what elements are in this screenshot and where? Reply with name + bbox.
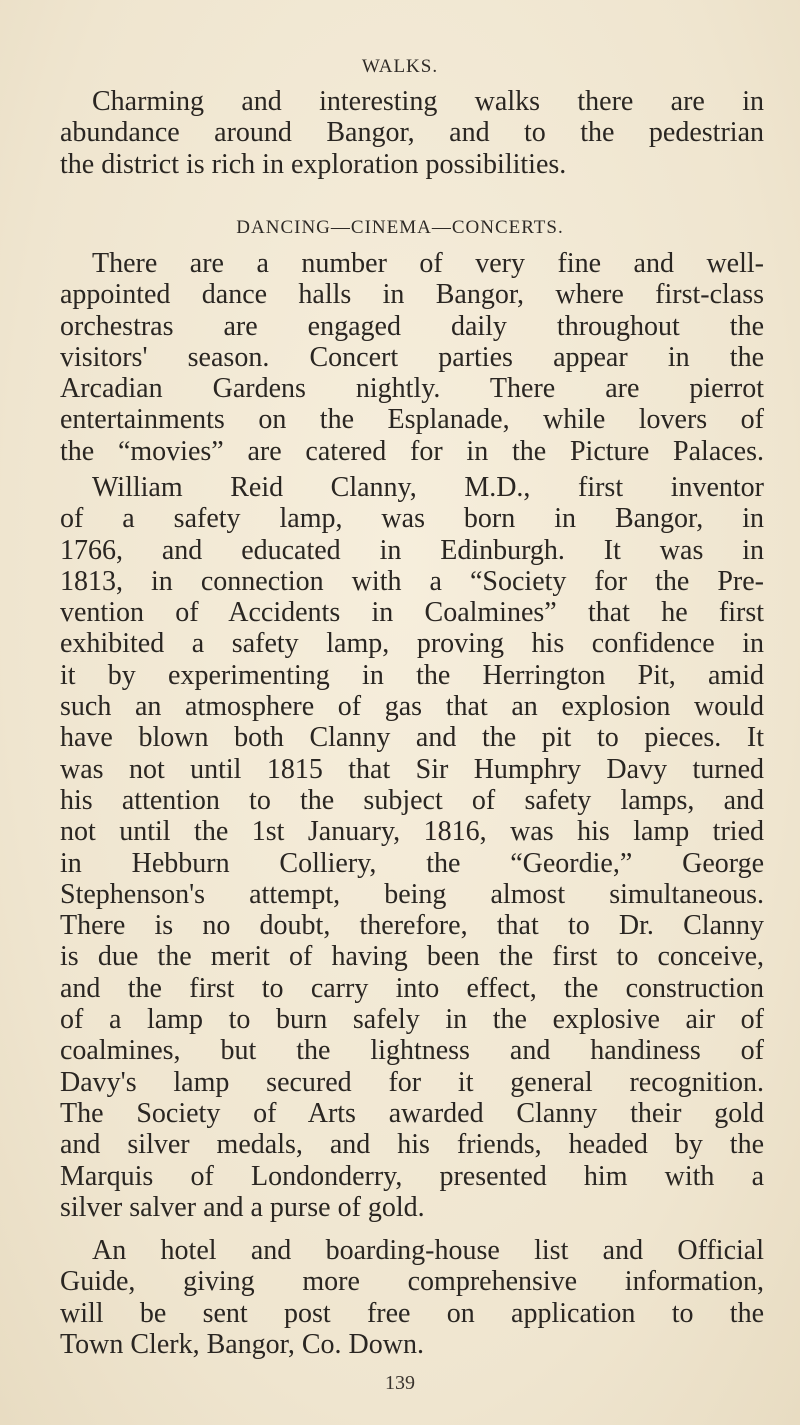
walks-heading: WALKS.: [361, 56, 439, 77]
dancing-heading: DANCING—CINEMA—CONCERTS.: [236, 217, 564, 238]
clanny-line: The Society of Arts awarded Clanny their gold: [60, 1097, 764, 1129]
clanny-line: coalmines, but the lightness and handiness of: [60, 1035, 764, 1067]
clanny-line: and silver medals, and his friends, headed by the: [60, 1129, 764, 1161]
clanny-line: of a lamp to burn safely in the explosive air of: [60, 1004, 764, 1036]
walks-line: Charming and interesting walks there are in: [92, 86, 764, 117]
walks-paragraph: [60, 86, 764, 180]
dancing-line: There are a number of very fine and well-: [92, 248, 764, 279]
clanny-line: is due the merit of having been the first to conceive,: [60, 941, 764, 973]
dancing-line: Arcadian Gardens nightly. There are pierrot: [60, 373, 764, 405]
clanny-line: not until the 1st January, 1816, was his lamp tried: [60, 816, 764, 848]
clanny-line: Marquis of Londonderry, presented him with a: [60, 1160, 764, 1192]
guide-line: Town Clerk, Bangor, Co. Down.: [60, 1328, 424, 1360]
clanny-line: 1766, and educated in Edinburgh. It was in: [60, 534, 764, 566]
clanny-line: exhibited a safety lamp, proving his confidence in: [60, 628, 764, 660]
clanny-line: Stephenson's attempt, being almost simultaneous.: [60, 878, 764, 910]
clanny-line: William Reid Clanny, M.D., first inventor: [92, 472, 764, 503]
dancing-line: orchestras are engaged daily throughout the: [60, 310, 764, 342]
dancing-line: entertainments on the Esplanade, while lovers of: [60, 404, 764, 436]
clanny-line: of a safety lamp, was born in Bangor, in: [60, 503, 764, 535]
clanny-line: in Hebburn Colliery, the “Geordie,” George: [60, 847, 764, 879]
clanny-line: and the first to carry into effect, the construction: [60, 972, 764, 1004]
guide-line: An hotel and boarding-house list and Official: [92, 1235, 764, 1266]
dancing-line: appointed dance halls in Bangor, where first-class: [60, 279, 764, 311]
clanny-line: There is no doubt, therefore, that to Dr. Clanny: [60, 910, 764, 942]
guide-line: will be sent post free on application to the: [60, 1297, 764, 1329]
dancing-paragraph: [60, 248, 764, 467]
page-number: 139: [385, 1372, 415, 1394]
clanny-line: silver salver and a purse of gold.: [60, 1191, 425, 1223]
clanny-line: such an atmosphere of gas that an explosion would: [60, 691, 764, 723]
clanny-line: vention of Accidents in Coalmines” that he first: [60, 597, 764, 629]
dancing-line: the “movies” are catered for in the Picture Palaces.: [60, 435, 764, 467]
dancing-line: visitors' season. Concert parties appear in the: [60, 341, 764, 373]
clanny-line: Davy's lamp secured for it general recognition.: [60, 1066, 764, 1098]
clanny-line: his attention to the subject of safety lamps, and: [60, 784, 764, 816]
walks-line: the district is rich in exploration possibilities.: [60, 148, 567, 180]
clanny-line: have blown both Clanny and the pit to pieces. It: [60, 722, 764, 754]
guide-paragraph: [60, 1235, 764, 1360]
clanny-line: 1813, in connection with a “Society for the Pre-: [60, 565, 764, 597]
clanny-line: was not until 1815 that Sir Humphry Davy turned: [60, 753, 764, 785]
walks-line: abundance around Bangor, and to the pedestrian: [60, 117, 764, 149]
clanny-paragraph: [60, 472, 764, 1223]
guide-line: Guide, giving more comprehensive information,: [60, 1266, 764, 1298]
clanny-line: it by experimenting in the Herrington Pit, amid: [60, 659, 764, 691]
